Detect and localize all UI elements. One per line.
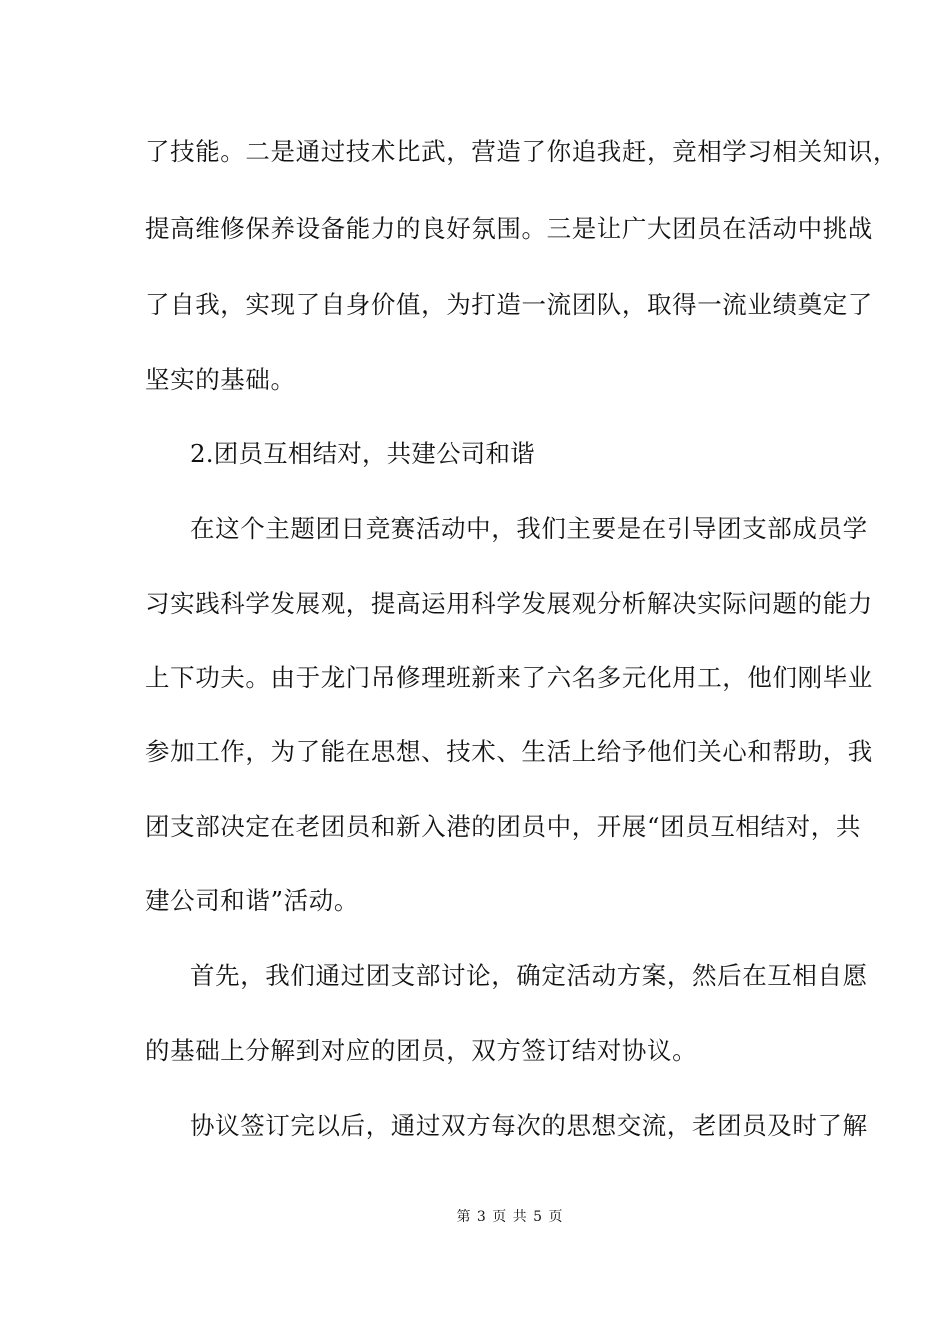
page-footer: [0, 1208, 950, 1226]
paragraph-line: 首先，我们通过团支部讨论，确定活动方案，然后在互相自愿: [190, 961, 868, 990]
paragraph-line: 了自我，实现了自身价值，为打造一流团队，取得一流业绩奠定了: [145, 290, 873, 319]
paragraph-line: 协议签订完以后，通过双方每次的思想交流，老团员及时了解: [190, 1111, 868, 1140]
paragraph-line: 参加工作，为了能在思想、技术、生活上给予他们关心和帮助，我: [145, 737, 873, 766]
paragraph-line: 建公司和谐”活动。: [145, 886, 359, 915]
paragraph-line: 了技能。二是通过技术比武，营造了你追我赶，竞相学习相关知识，: [145, 137, 898, 166]
page-number: 第 3 页 共 5 页: [456, 1209, 564, 1225]
paragraph-line: 习实践科学发展观，提高运用科学发展观分析解决实际问题的能力: [145, 589, 873, 618]
paragraph-line: 在这个主题团日竞赛活动中，我们主要是在引导团支部成员学: [190, 514, 868, 543]
paragraph-line: 坚实的基础。: [145, 365, 296, 394]
paragraph-line: 上下功夫。由于龙门吊修理班新来了六名多元化用工，他们刚毕业: [145, 663, 873, 692]
paragraph-line: 的基础上分解到对应的团员，双方签订结对协议。: [145, 1036, 698, 1065]
paragraph-line: 团支部决定在老团员和新入港的团员中，开展“团员互相结对，共: [145, 812, 861, 841]
paragraph-line: 提高维修保养设备能力的良好氛围。三是让广大团员在活动中挑战: [145, 214, 873, 243]
section-heading: 2.团员互相结对，共建公司和谐: [190, 439, 535, 468]
